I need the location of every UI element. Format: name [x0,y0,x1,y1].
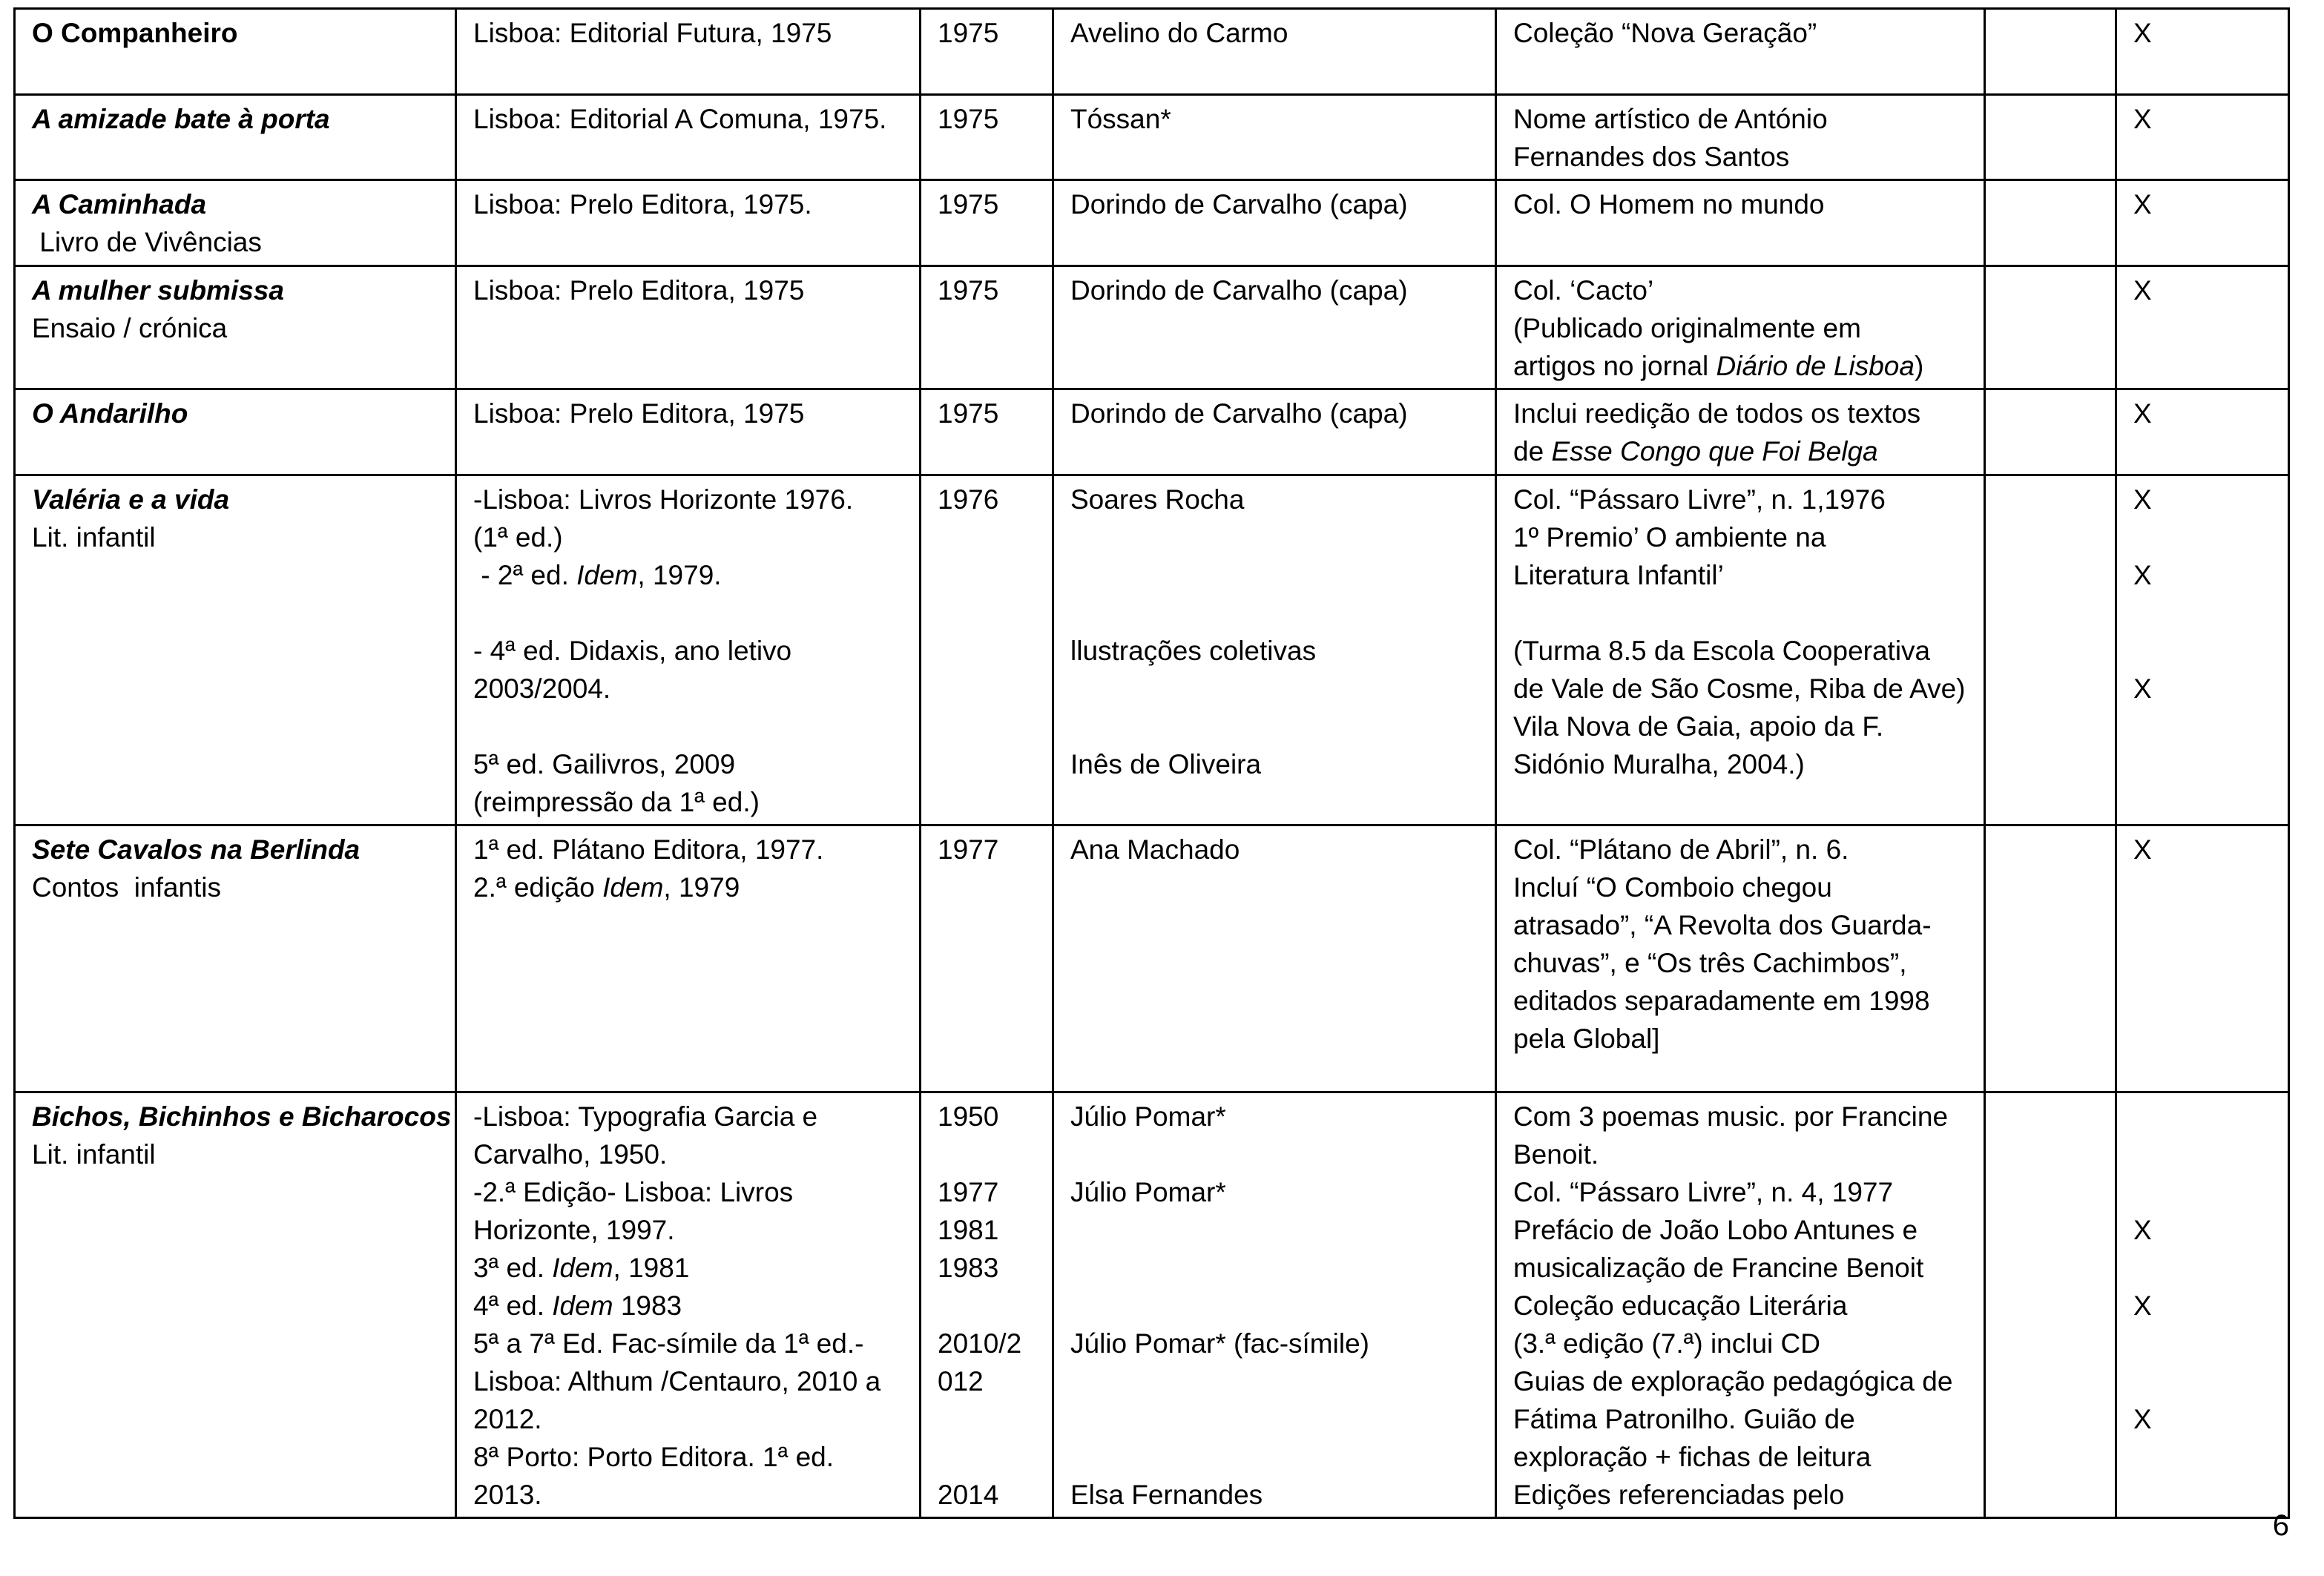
edition-line: Horizonte, 1997. [473,1215,675,1245]
edition-line [473,868,904,906]
notes-line: Fátima Patronilho. Guião de [1513,1404,1855,1434]
illustrator-cell [1053,266,1496,389]
empty-cell [1985,825,2116,1092]
mark-line: X [2133,1215,2152,1245]
text-segment: , 1979 [663,872,740,903]
year-line: 1975 [938,398,999,429]
notes-line: Coleção “Nova Geração” [1513,18,1817,48]
empty-cell [1985,95,2116,180]
notes-line: 1º Premio’ O ambiente na [1513,522,1826,553]
notes-cell [1496,475,1985,825]
subtitle-line: Ensaio / crónica [32,313,228,343]
text-segment: - 2ª ed. [473,560,577,590]
year-cell [921,1092,1053,1518]
empty-cell [1985,180,2116,266]
text-segment: de [1513,436,1552,466]
edition-cell [456,95,921,180]
mark-cell [2116,1092,2289,1518]
edition-line: 1ª ed. Plátano Editora, 1977. [473,834,824,865]
illustrator-line: Elsa Fernandes [1070,1480,1263,1510]
notes-line: Literatura Infantil’ [1513,560,1724,590]
edition-cell [456,180,921,266]
title-cell [15,1092,456,1518]
edition-line: 5ª a 7ª Ed. Fac-símile da 1ª ed.- [473,1328,864,1359]
blank-line [2133,1325,2273,1362]
subtitle-line: Lit. infantil [32,522,156,553]
mark-cell [2116,9,2289,95]
mark-line: X [2133,1290,2152,1321]
subtitle-line: Lit. infantil [32,1139,156,1170]
notes-line: exploração + fichas de leitura [1513,1442,1872,1472]
blank-line [2133,1173,2273,1211]
illustrator-line: Dorindo de Carvalho (capa) [1070,275,1408,306]
page-number: 6 [2272,1509,2289,1542]
table-row [15,389,2289,475]
table-row [15,180,2289,266]
year-line: 1975 [938,104,999,134]
mark-cell [2116,389,2289,475]
notes-line: (Turma 8.5 da Escola Cooperativa [1513,636,1931,666]
notes-line: Col. “Plátano de Abril”, n. 6. [1513,834,1849,865]
illustrator-cell [1053,180,1496,266]
mark-cell [2116,266,2289,389]
text-segment: 4ª ed. [473,1290,553,1321]
year-cell [921,95,1053,180]
blank-line [2133,1362,2273,1400]
illustrator-line: Inês de Oliveira [1070,749,1262,779]
notes-line: (Publicado originalmente em [1513,313,1861,343]
book-title: O Andarilho [32,398,188,429]
edition-line: Carvalho, 1950. [473,1139,668,1170]
notes-line: Nome artístico de António [1513,104,1828,134]
empty-cell [1985,266,2116,389]
text-segment: 2.ª edição [473,872,603,903]
notes-line: (3.ª edição (7.ª) inclui CD [1513,1328,1820,1359]
edition-line: 8ª Porto: Porto Editora. 1ª ed. [473,1442,835,1472]
italic-text: Diário de Lisboa [1716,351,1915,381]
title-cell [15,389,456,475]
mark-line: X [2133,275,2152,306]
edition-line: Lisboa: Prelo Editora, 1975. [473,189,812,220]
edition-line: Lisboa: Prelo Editora, 1975 [473,275,805,306]
notes-line: editados separadamente em 1998 [1513,986,1930,1016]
mark-line: X [2133,189,2152,220]
blank-line [1070,556,1480,594]
table-row [15,475,2289,825]
notes-line: Col. “Pássaro Livre”, n. 4, 1977 [1513,1177,1894,1207]
blank-line [1070,1287,1480,1325]
title-cell [15,95,456,180]
illustrator-line: Júlio Pomar* [1070,1177,1226,1207]
book-title: O Companheiro [32,18,238,48]
edition-line: (1ª ed.) [473,522,563,553]
edition-line: 2013. [473,1480,542,1510]
blank-line [1070,1211,1480,1249]
blank-line [1070,594,1480,632]
blank-line [938,1400,1037,1438]
notes-line: Benoit. [1513,1139,1599,1170]
subtitle-line: Livro de Vivências [32,227,262,257]
book-title: A mulher submissa [32,275,284,306]
notes-cell [1496,266,1985,389]
edition-line [473,556,904,594]
blank-line [473,594,904,632]
notes-line: Col. O Homem no mundo [1513,189,1825,220]
table-row [15,825,2289,1092]
blank-line [1070,1249,1480,1287]
table-row [15,1092,2289,1518]
year-line: 1975 [938,275,999,306]
year-line: 1975 [938,18,999,48]
notes-line: Prefácio de João Lobo Antunes e [1513,1215,1918,1245]
notes-line: Coleção educação Literária [1513,1290,1848,1321]
book-title: Sete Cavalos na Berlinda [32,834,361,865]
blank-line [938,1135,1037,1173]
notes-line: Com 3 poemas music. por Francine [1513,1101,1949,1132]
notes-line: Sidónio Muralha, 2004.) [1513,749,1805,779]
edition-line: Lisboa: Editorial Futura, 1975 [473,18,832,48]
italic-text: Esse Congo que Foi Belga [1551,436,1878,466]
edition-cell [456,475,921,825]
table-body [15,9,2289,1518]
blank-line [938,1438,1037,1476]
edition-line: 5ª ed. Gailivros, 2009 [473,749,736,779]
empty-cell [1985,1092,2116,1518]
table-row [15,95,2289,180]
blank-line [2133,632,2273,670]
year-cell [921,180,1053,266]
year-line: 1975 [938,189,999,220]
notes-cell [1496,825,1985,1092]
title-cell [15,180,456,266]
edition-line: 2012. [473,1404,542,1434]
blank-line [1070,708,1480,745]
year-line: 1977 [938,834,999,865]
blank-line [473,708,904,745]
blank-line [2133,1098,2273,1135]
illustrator-line: Ana Machado [1070,834,1240,865]
notes-line: chuvas”, e “Os três Cachimbos”, [1513,948,1907,978]
year-line: 1981 [938,1215,999,1245]
year-line: 1976 [938,484,999,515]
blank-line [938,1287,1037,1325]
edition-cell [456,1092,921,1518]
illustrator-line: Dorindo de Carvalho (capa) [1070,189,1408,220]
edition-line [473,1287,904,1325]
year-cell [921,266,1053,389]
year-cell [921,389,1053,475]
illustrator-cell [1053,475,1496,825]
empty-cell [1985,389,2116,475]
edition-line: Lisboa: Editorial A Comuna, 1975. [473,104,887,134]
year-line: 1950 [938,1101,999,1132]
edition-line: -2.ª Edição- Lisboa: Livros [473,1177,794,1207]
mark-line: X [2133,398,2152,429]
book-title: A amizade bate à porta [32,104,330,134]
year-line: 2010/2 [938,1328,1022,1359]
illustrator-cell [1053,389,1496,475]
notes-line: Fernandes dos Santos [1513,142,1790,172]
italic-text: Idem [552,1290,613,1321]
mark-line: X [2133,484,2152,515]
blank-line [2133,1135,2273,1173]
mark-cell [2116,180,2289,266]
year-line: 1983 [938,1253,999,1283]
blank-line [1513,594,1969,632]
notes-line: Col. “Pássaro Livre”, n. 1,1976 [1513,484,1886,515]
table-row [15,266,2289,389]
notes-line: de Vale de São Cosme, Riba de Ave) [1513,673,1966,704]
edition-cell [456,389,921,475]
notes-line: Edições referenciadas pelo [1513,1480,1845,1510]
text-segment: ) [1914,351,1924,381]
illustrator-line: Júlio Pomar* [1070,1101,1226,1132]
year-line: 012 [938,1366,984,1397]
mark-cell [2116,95,2289,180]
notes-cell [1496,95,1985,180]
illustrator-line: llustrações coletivas [1070,636,1317,666]
edition-line: -Lisboa: Typografia Garcia e [473,1101,818,1132]
illustrator-line: Soares Rocha [1070,484,1245,515]
notes-line [1513,347,1969,385]
notes-cell [1496,1092,1985,1518]
edition-cell [456,9,921,95]
blank-line [2133,1249,2273,1287]
blank-line [1070,670,1480,708]
table-row [15,9,2289,95]
title-cell [15,825,456,1092]
italic-text: Idem [576,560,638,590]
notes-line: pela Global] [1513,1023,1660,1054]
italic-text: Idem [602,872,664,903]
book-title: A Caminhada [32,189,207,220]
bibliography-table [13,7,2290,1519]
mark-line: X [2133,673,2152,704]
book-title: Valéria e a vida [32,484,230,515]
italic-text: Idem [552,1253,613,1283]
notes-line: Vila Nova de Gaia, apoio da F. [1513,711,1884,742]
edition-line: (reimpressão da 1ª ed.) [473,787,760,817]
illustrator-cell [1053,95,1496,180]
blank-line [1070,1135,1480,1173]
illustrator-cell [1053,9,1496,95]
edition-cell [456,266,921,389]
blank-line [1070,1362,1480,1400]
illustrator-cell [1053,825,1496,1092]
notes-line: Col. ‘Cacto’ [1513,275,1654,306]
notes-cell [1496,389,1985,475]
mark-line: X [2133,560,2152,590]
title-cell [15,475,456,825]
edition-cell [456,825,921,1092]
mark-cell [2116,475,2289,825]
blank-line [1070,518,1480,556]
year-line: 1977 [938,1177,999,1207]
title-cell [15,9,456,95]
edition-line: - 4ª ed. Didaxis, ano letivo [473,636,792,666]
mark-line: X [2133,1404,2152,1434]
mark-cell [2116,825,2289,1092]
subtitle-line: Contos infantis [32,872,222,903]
text-segment: artigos no jornal [1513,351,1716,381]
mark-line: X [2133,104,2152,134]
text-segment: , 1979. [637,560,722,590]
mark-line: X [2133,834,2152,865]
edition-line [473,1249,904,1287]
blank-line [2133,518,2273,556]
notes-cell [1496,180,1985,266]
text-segment: 1983 [613,1290,682,1321]
year-cell [921,9,1053,95]
text-segment: , 1981 [613,1253,690,1283]
year-cell [921,475,1053,825]
blank-line [1070,1438,1480,1476]
notes-line: musicalização de Francine Benoit [1513,1253,1924,1283]
notes-line: Guias de exploração pedagógica de [1513,1366,1953,1397]
illustrator-cell [1053,1092,1496,1518]
year-line: 2014 [938,1480,999,1510]
illustrator-line: Tóssan* [1070,104,1171,134]
title-cell [15,266,456,389]
mark-line: X [2133,18,2152,48]
edition-line: Lisboa: Althum /Centauro, 2010 a [473,1366,881,1397]
blank-line [2133,594,2273,632]
book-title: Bichos, Bichinhos e Bicharocos [32,1101,452,1132]
empty-cell [1985,9,2116,95]
edition-line: -Lisboa: Livros Horizonte 1976. [473,484,854,515]
notes-cell [1496,9,1985,95]
blank-line [1070,1400,1480,1438]
notes-line: atrasado”, “A Revolta dos Guarda- [1513,910,1932,940]
empty-cell [1985,475,2116,825]
edition-line: Lisboa: Prelo Editora, 1975 [473,398,805,429]
notes-line: Inclui reedição de todos os textos [1513,398,1921,429]
illustrator-line: Avelino do Carmo [1070,18,1288,48]
notes-line: Incluí “O Comboio chegou [1513,872,1832,903]
illustrator-line: Dorindo de Carvalho (capa) [1070,398,1408,429]
notes-line [1513,432,1969,470]
edition-line: 2003/2004. [473,673,611,704]
text-segment: 3ª ed. [473,1253,553,1283]
illustrator-line: Júlio Pomar* (fac-símile) [1070,1328,1369,1359]
year-cell [921,825,1053,1092]
